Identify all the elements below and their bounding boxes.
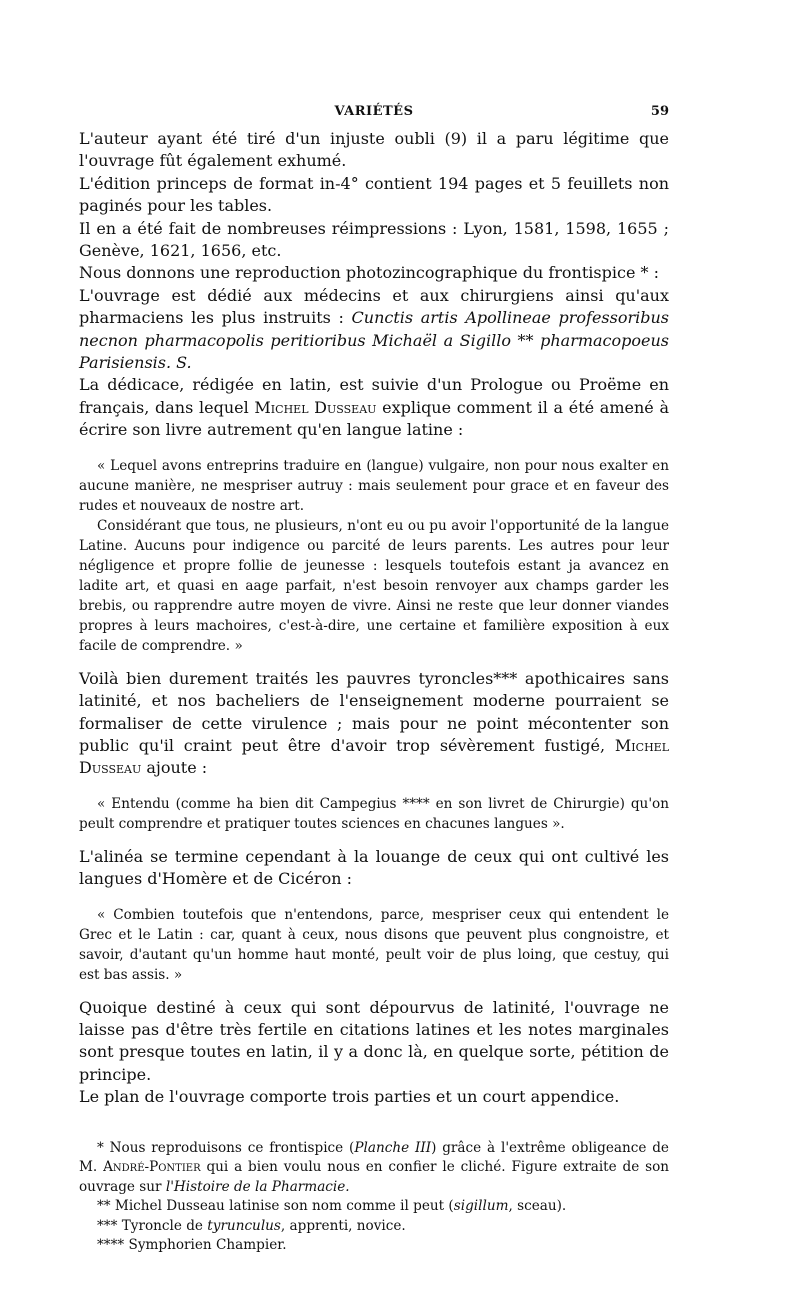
paragraph: Le plan de l'ouvrage comporte trois parties et un court appendice. <box>79 1087 620 1107</box>
page <box>79 98 669 1256</box>
running-head <box>79 98 669 128</box>
quote-paragraph: Considérant que tous, ne plusieurs, n'ont eu ou pu avoir l'opportunité de la langue Latine. Aucuns pour indigence ou parcité de leurs parents. Les autres pour leur négligence et propre follie de jeunesse : lesquels toutefois estant ja avancez en ladite art, et quasi en aage parfait, n'est besoin renvoyer aux champs garder les brebis, ou rapprendre autre moyen de vivre. Ainsi ne reste que leur donner viandes propres à leurs machoires, c'est-à-dire, une certaine et familière exposition à eux facile de comprendre. » <box>79 517 669 654</box>
block-quote <box>79 456 669 656</box>
author-name: Michel Dusseau <box>79 735 669 778</box>
quote-paragraph: « Entendu (comme ha bien dit Campegius **** en son livret de Chirurgie) qu'on peult comprendre et pratiquer toutes sciences en chacunes langues ». <box>79 795 669 832</box>
paragraph: Nous donnons une reproduction photozincographique du frontispice * : <box>79 263 659 283</box>
paragraph: L'ouvrage est dédié aux médecins et aux chirurgiens ainsi qu'aux pharmaciens les plus instruits : Cunctis artis Apollineae professoribus necnon pharmacopolis peritioribus Michaël a Sigillo ** pharmacopoeus Parisiensis. S. <box>79 285 670 373</box>
paragraph: L'édition princeps de format in-4° contient 194 pages et 5 feuillets non paginés pour les tables. <box>79 173 669 216</box>
paragraph: Voilà bien durement traités les pauvres tyroncles*** apothicaires sans latinité, et nos bacheliers de l'enseignement moderne pourraient se formaliser de cette virulence ; mais pour ne point mécontenter son public qu'il craint peut être d'avoir trop sévèrement fustigé, Michel Dusseau ajoute : <box>79 668 669 778</box>
paragraph: Quoique destiné à ceux qui sont dépourvus de latinité, l'ouvrage ne laisse pas d'être très fertile en citations latines et les notes marginales sont presque toutes en latin, il y a donc là, en quelque sorte, pétition de principe. <box>79 997 669 1084</box>
footnote: ** Michel Dusseau latinise son nom comme il peut (sigillum, sceau). <box>97 1198 567 1215</box>
page-number: 59 <box>650 104 669 119</box>
body-text <box>79 128 669 442</box>
footnote: **** Symphorien Champier. <box>97 1237 287 1254</box>
author-name: Michel Dusseau <box>254 397 377 417</box>
footnote: *** Tyroncle de tyrunculus, apprenti, novice. <box>97 1217 406 1234</box>
body-text <box>79 846 669 891</box>
paragraph: Il en a été fait de nombreuses réimpressions : Lyon, 1581, 1598, 1655 ; Genève, 1621, 1656, etc. <box>79 218 669 261</box>
running-title: VARIÉTÉS <box>334 104 414 119</box>
quote-paragraph: « Lequel avons entreprins traduire en (langue) vulgaire, non pour nous exalter en aucune manière, ne mespriser autruy : mais seulement pour grace et en faveur des rudes et nouveaux de nostre art. <box>79 457 669 514</box>
paragraph: L'alinéa se termine cependant à la louange de ceux qui ont cultivé les langues d'Homère et de Cicéron : <box>79 846 669 889</box>
footnote: * Nous reproduisons ce frontispice (Planche III) grâce à l'extrême obligeance de M. André-Pontier qui a bien voulu nous en confier le cliché. Figure extraite de son ouvrage sur l'Histoire de la Pharmacie. <box>79 1139 670 1195</box>
block-quote <box>79 794 669 834</box>
body-text <box>79 668 669 780</box>
block-quote <box>79 905 669 985</box>
paragraph: La dédicace, rédigée en latin, est suivie d'un Prologue ou Proëme en français, dans lequel Michel Dusseau explique comment il a été amené à écrire son livre autrement qu'en langue latine : <box>79 375 669 440</box>
body-text <box>79 997 669 1109</box>
paragraph: L'auteur ayant été tiré d'un injuste oubli (9) il a paru légitime que l'ouvrage fût également exhumé. <box>79 129 669 171</box>
footnotes <box>79 1139 669 1256</box>
quote-paragraph: « Combien toutefois que n'entendons, parce, mespriser ceux qui entendent le Grec et le Latin : car, quant à ceux, nous disons que peuvent plus congnoistre, et savoir, d'autant qu'un homme haut monté, peult voir de plus loing, que cestuy, qui est bas assis. » <box>79 906 669 983</box>
